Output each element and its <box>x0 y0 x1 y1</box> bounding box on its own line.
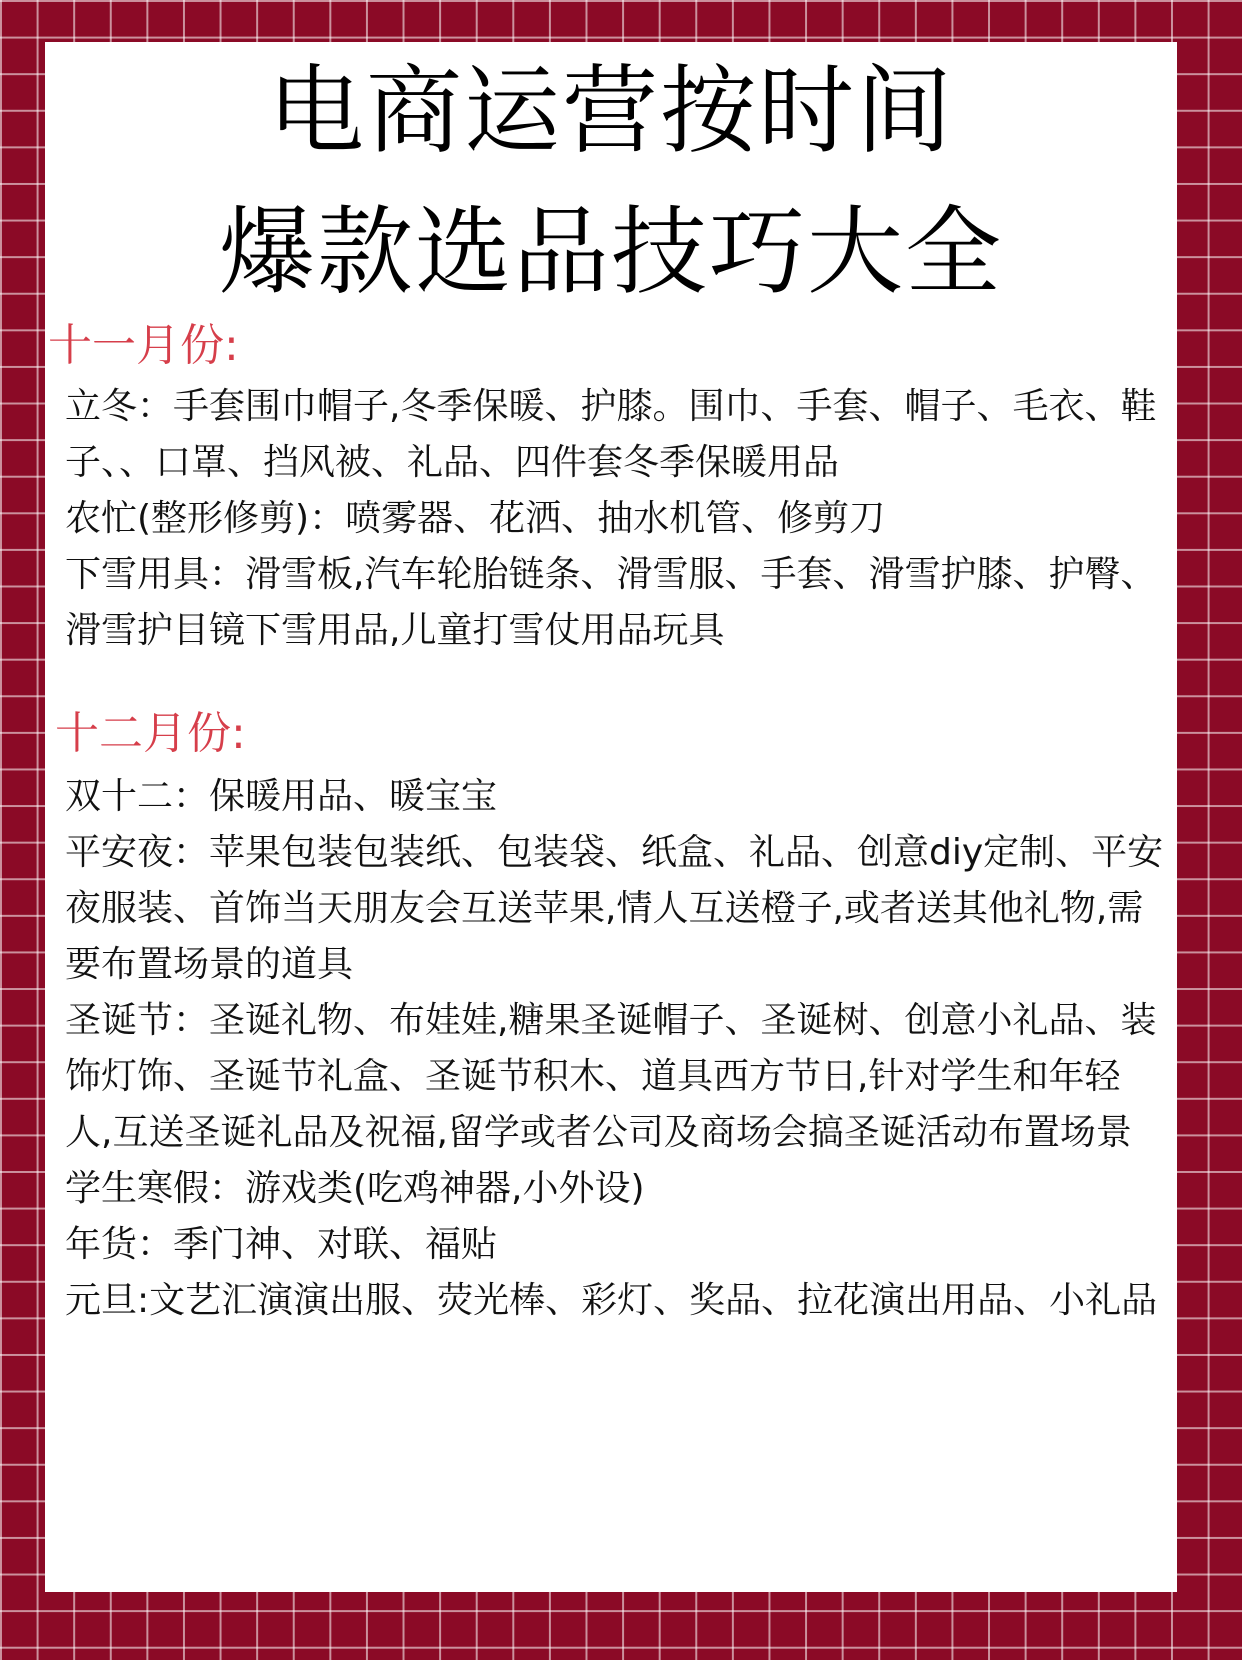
paragraph-snow-gear: 下雪用具：滑雪板,汽车轮胎链条、滑雪服、手套、滑雪护膝、护臀、滑雪护目镜下雪用品,儿童打雪仗用品玩具 <box>65 554 1157 651</box>
paragraph-christmas-eve: 平安夜：苹果包装包装纸、包装袋、纸盒、礼品、创意diy定制、平安夜服装、首饰当天朋友会互送苹果,情人互送橙子,或者送其他礼物,需要布置场景的道具 <box>65 832 1164 985</box>
section-november <box>65 379 1165 659</box>
paragraph-new-year-goods: 年货：季门神、对联、福贴 <box>65 1224 498 1265</box>
paragraph-nongmang: 农忙(整形修剪)：喷雾器、花洒、抽水机管、修剪刀 <box>65 498 886 539</box>
paragraph-new-years-day: 元旦:文艺汇演演出服、荧光棒、彩灯、奖品、拉花演出用品、小礼品 <box>65 1280 1158 1321</box>
page-title-line-2: 爆款选品技巧大全 <box>219 196 1003 308</box>
paragraph-lidong: 立冬：手套围巾帽子,冬季保暖、护膝。围巾、手套、帽子、毛衣、鞋子、、口罩、挡风被、礼品、四件套冬季保暖用品 <box>65 386 1157 483</box>
section-december <box>65 769 1165 1329</box>
paragraph-christmas: 圣诞节：圣诞礼物、布娃娃,糖果圣诞帽子、圣诞树、创意小礼品、装饰灯饰、圣诞节礼盒、圣诞节积木、道具西方节日,针对学生和年轻人,互送圣诞礼品及祝福,留学或者公司及商场会搞圣诞活动布置场景 <box>65 1000 1157 1153</box>
section-heading-november: 十一月份: <box>48 320 239 371</box>
paragraph-winter-break: 学生寒假：游戏类(吃鸡神器,小外设) <box>65 1168 645 1209</box>
section-heading-december: 十二月份: <box>55 708 246 759</box>
page-title-line-1: 电商运营按时间 <box>268 55 954 167</box>
content-card <box>45 42 1177 1592</box>
paragraph-double-twelve: 双十二：保暖用品、暖宝宝 <box>65 776 498 817</box>
